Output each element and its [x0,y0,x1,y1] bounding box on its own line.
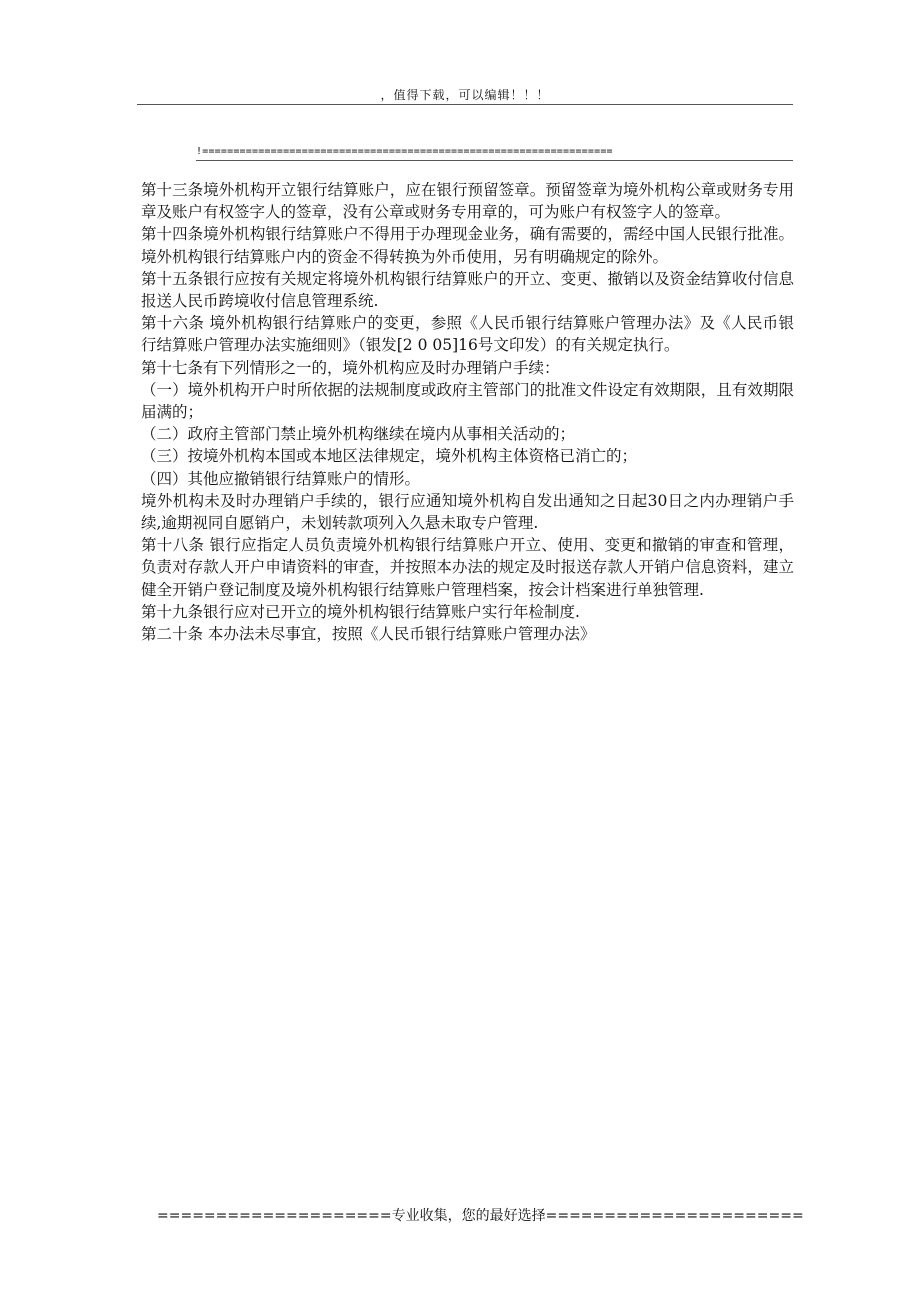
article-17-item-4: （四）其他应撤销银行结算账户的情形。 [141,469,421,488]
header-divider [137,104,793,105]
article-20: 第二十条 本办法未尽事宜，按照《人民币银行结算账户管理办法》 [141,625,596,644]
article-18: 第十八条 银行应指定人员负责境外机构银行结算账户开立、使用、变更和撤销的审查和管理，负责对存款人开户申请资料的审查，并按照本办法的规定及时报送存款人开销户信息资料，建立健全开销户登记制度及境外机构银行结算账户管理档案，按会计档案进行单独管理. [141,536,794,599]
page-footer: ====================专业收集，您的最好选择====================== [157,1208,804,1224]
article-14: 第十四条境外机构银行结算账户不得用于办理现金业务，确有需要的，需经中国人民银行批准。境外机构银行结算账户内的资金不得转换为外币使用，另有明确规定的除外。 [141,225,794,266]
article-13: 第十三条境外机构开立银行结算账户，应在银行预留签章。预留签章为境外机构公章或财务专用章及账户有权签字人的签章，没有公章或财务专用章的，可为账户有权签字人的签章。 [141,181,794,222]
page-header: ，值得下载，可以编辑！！！ [380,88,550,102]
separator-line: !================================================================== [196,146,613,157]
article-17-item-1: （一）境外机构开户时所依据的法规制度或政府主管部门的批准文件设定有效期限，且有效期限届满的； [141,380,794,422]
article-17-item-2: （二）政府主管部门禁止境外机构继续在境内从事相关活动的； [141,425,576,444]
article-15: 第十五条银行应按有关规定将境外机构银行结算账户的开立、变更、撤销以及资金结算收付信息报送人民币跨境收付信息管理系统. [141,269,794,311]
article-19: 第十九条银行应对已开立的境外机构银行结算账户实行年检制度. [141,602,580,621]
article-17-note: 境外机构未及时办理销户手续的，银行应通知境外机构自发出通知之日起30日之内办理销户手续,逾期视同自愿销户，未划转款项列入久悬未取专户管理. [141,491,794,533]
article-16: 第十六条 境外机构银行结算账户的变更，参照《人民币银行结算账户管理办法》及《人民币银行结算账户管理办法实施细则》（银发[2 0 05]16号文印发）的有关规定执行。 [141,314,794,355]
article-17: 第十七条有下列情形之一的，境外机构应及时办理销户手续： [141,358,560,377]
document-body [141,179,794,645]
article-17-item-3: （三）按境外机构本国或本地区法律规定，境外机构主体资格已消亡的； [141,447,638,466]
separator-divider [196,160,793,161]
